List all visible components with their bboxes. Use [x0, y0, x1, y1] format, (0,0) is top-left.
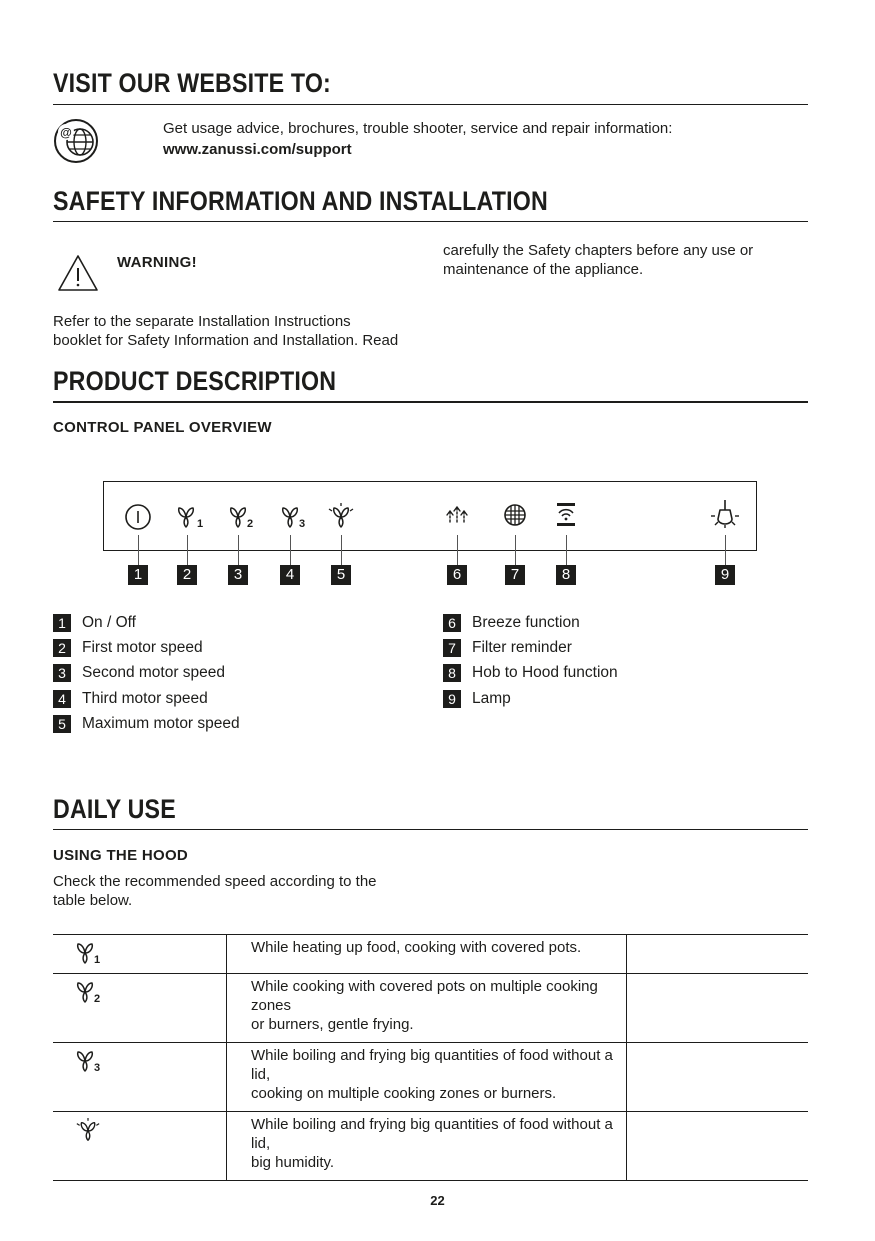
callout-number: 4	[280, 565, 300, 585]
callout-number: 6	[447, 565, 467, 585]
legend-item	[53, 638, 203, 658]
legend-item	[53, 663, 225, 683]
warning-triangle-icon	[57, 254, 99, 292]
description-cell	[227, 1043, 627, 1112]
speed-icon-cell	[53, 1112, 227, 1181]
legend-label: Third motor speed	[82, 690, 208, 707]
description-line: or burners, gentle frying.	[251, 1016, 414, 1033]
description-cell	[227, 974, 627, 1043]
callout-number: 2	[177, 565, 197, 585]
callout-line	[566, 535, 567, 565]
speed-icon-cell	[53, 935, 227, 974]
table-row	[53, 974, 808, 1043]
legend-number: 9	[443, 690, 461, 708]
callout-number: 7	[505, 565, 525, 585]
legend-label: On / Off	[82, 614, 136, 631]
table-row	[53, 935, 808, 974]
daily-use-heading: DAILY USE	[53, 794, 176, 824]
legend-label: Lamp	[472, 690, 511, 707]
intro-text-1: Check the recommended speed according to the	[53, 873, 377, 890]
description-line: While heating up food, cooking with covered pots.	[251, 939, 582, 956]
speed-icon-cell	[53, 974, 227, 1043]
legend-number: 2	[53, 639, 71, 657]
callout-number: 3	[228, 565, 248, 585]
table-row	[53, 1112, 808, 1181]
product-heading: PRODUCT DESCRIPTION	[53, 366, 337, 396]
safety-text-right-1: carefully the Safety chapters before any use or	[443, 242, 754, 259]
legend-label: Filter reminder	[472, 639, 572, 656]
intro-text-2: table below.	[53, 892, 133, 909]
legend-number: 7	[443, 639, 461, 657]
using-hood-subheading: USING THE HOOD	[53, 847, 189, 864]
description-line: cooking on multiple cooking zones or burners.	[251, 1085, 557, 1102]
table-row	[53, 1043, 808, 1112]
safety-text-left-2: booklet for Safety Information and Installation. Read	[53, 332, 399, 349]
control-panel-subheading: CONTROL PANEL OVERVIEW	[53, 419, 272, 436]
description-line: While boiling and frying big quantities of food without a lid,	[251, 1116, 613, 1152]
breeze-icon[interactable]	[443, 503, 471, 529]
legend-item	[443, 613, 580, 633]
legend-number: 6	[443, 614, 461, 632]
empty-cell	[627, 935, 809, 974]
empty-cell	[627, 1043, 809, 1112]
legend-item	[443, 638, 572, 658]
empty-cell	[627, 974, 809, 1043]
safety-rule	[53, 221, 808, 222]
legend-number: 1	[53, 614, 71, 632]
callout-line	[725, 535, 726, 565]
safety-text-left-1: Refer to the separate Installation Instructions	[53, 313, 351, 330]
fan-speed-3-icon	[75, 1049, 105, 1073]
website-url-link[interactable]: www.zanussi.com/support	[163, 141, 352, 158]
lamp-icon[interactable]	[710, 499, 740, 529]
callout-line	[187, 535, 188, 565]
empty-cell	[627, 1112, 809, 1181]
callout-line	[457, 535, 458, 565]
callout-number: 5	[331, 565, 351, 585]
web-globe-icon	[53, 118, 99, 164]
fan-speed-2-icon[interactable]	[228, 505, 258, 529]
hob-to-hood-icon[interactable]	[554, 502, 578, 528]
callout-line	[290, 535, 291, 565]
svg-text:@: @	[60, 125, 72, 140]
legend-item	[53, 613, 136, 633]
fan-max-icon[interactable]	[328, 503, 354, 531]
filter-icon[interactable]	[503, 503, 527, 527]
speed-digit: 3	[299, 518, 306, 529]
callout-line	[238, 535, 239, 565]
callout-line	[138, 535, 139, 565]
callout-line	[341, 535, 342, 565]
description-line: big humidity.	[251, 1154, 335, 1171]
legend-item	[53, 689, 208, 709]
legend-label: Breeze function	[472, 614, 580, 631]
description-line: While cooking with covered pots on multiple cooking zones	[251, 978, 598, 1014]
speed-digit: 1	[94, 954, 101, 965]
legend-label: Hob to Hood function	[472, 664, 618, 681]
speed-digit: 2	[94, 993, 101, 1004]
speed-digit: 1	[197, 518, 204, 529]
fan-speed-1-icon	[75, 941, 105, 965]
fan-max-icon	[75, 1118, 101, 1144]
description-line: While boiling and frying big quantities of food without a lid,	[251, 1047, 613, 1083]
legend-number: 3	[53, 664, 71, 682]
legend-item	[443, 663, 618, 683]
legend-number: 8	[443, 664, 461, 682]
callout-number: 8	[556, 565, 576, 585]
fan-speed-1-icon[interactable]	[176, 505, 206, 529]
power-icon[interactable]	[124, 503, 152, 531]
page-number: 22	[430, 1193, 445, 1208]
speed-table	[53, 934, 808, 1181]
speed-digit: 2	[247, 518, 254, 529]
legend-label: First motor speed	[82, 639, 203, 656]
callout-number: 1	[128, 565, 148, 585]
safety-text-right-2: maintenance of the appliance.	[443, 261, 644, 278]
speed-icon-cell	[53, 1043, 227, 1112]
speed-digit: 3	[94, 1062, 101, 1073]
website-heading: VISIT OUR WEBSITE TO:	[53, 68, 331, 98]
daily-use-rule	[53, 829, 808, 830]
description-cell	[227, 1112, 627, 1181]
legend-item	[53, 714, 240, 734]
website-rule	[53, 104, 808, 105]
fan-speed-2-icon	[75, 980, 105, 1004]
fan-speed-3-icon[interactable]	[280, 505, 310, 529]
safety-heading: SAFETY INFORMATION AND INSTALLATION	[53, 186, 548, 216]
legend-number: 5	[53, 715, 71, 733]
callout-number: 9	[715, 565, 735, 585]
product-rule	[53, 401, 808, 403]
website-text: Get usage advice, brochures, trouble shooter, service and repair information:	[163, 120, 673, 137]
callout-line	[515, 535, 516, 565]
legend-item	[443, 689, 511, 709]
legend-label: Second motor speed	[82, 664, 226, 681]
legend-number: 4	[53, 690, 71, 708]
legend-label: Maximum motor speed	[82, 715, 240, 732]
warning-label: WARNING!	[117, 254, 197, 271]
description-cell	[227, 935, 627, 974]
